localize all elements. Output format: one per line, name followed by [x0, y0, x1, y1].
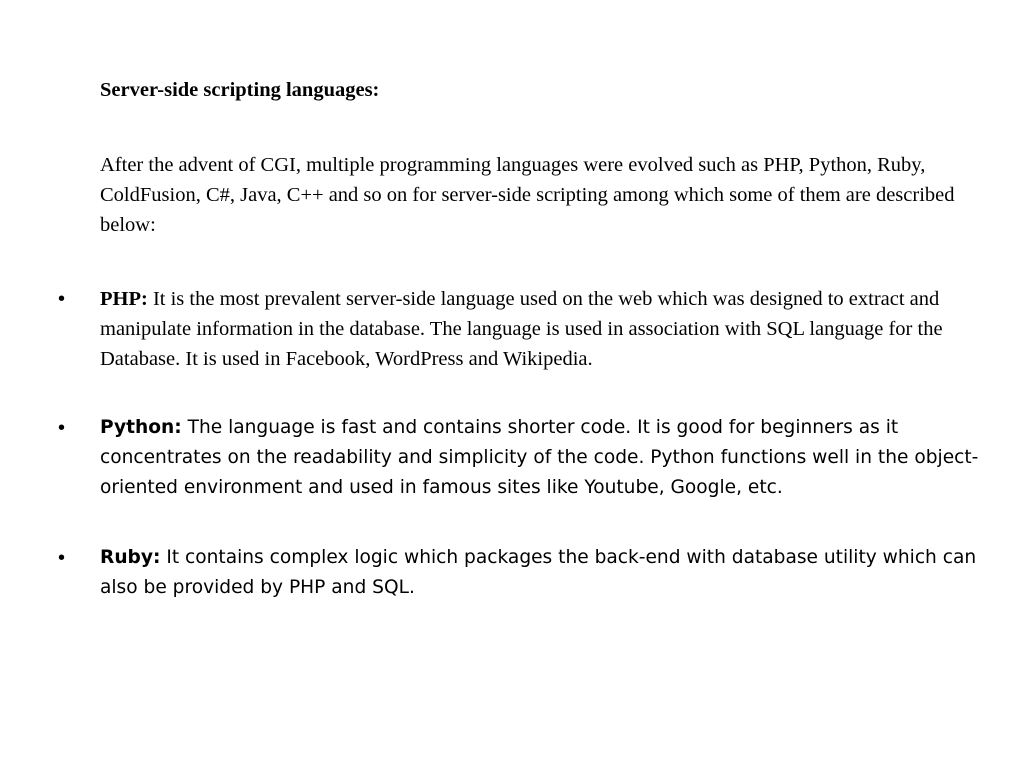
bullet-text: It is the most prevalent server-side language used on the web which was designed to extract and manipulate information in the database. The language is used in association with SQL language for the Database. It is used in Facebook, WordPress and Wikipedia.	[100, 288, 943, 370]
bullet-dot: •	[58, 417, 66, 439]
bullet-dot: •	[58, 547, 66, 569]
bullet-term: PHP:	[100, 288, 148, 310]
bullet-term: Python:	[100, 417, 182, 438]
intro-paragraph: After the advent of CGI, multiple programming languages were evolved such as PHP, Python, Ruby, ColdFusion, C#, Java, C++ and so on for server-side scripting among which some of them are described below:	[100, 154, 955, 236]
bullet-text: The language is fast and contains shorter code. It is good for beginners as it concentrates on the readability and simplicity of the code. Python functions well in the object-oriented environment and used in famous sites like Youtube, Google, etc.	[100, 417, 979, 498]
slide-heading: Server-side scripting languages:	[100, 79, 380, 101]
bullet-dot: •	[58, 288, 66, 310]
bullet-term: Ruby:	[100, 547, 161, 568]
bullet-item-python	[58, 413, 980, 503]
bullet-item-ruby	[58, 543, 980, 603]
bullet-item-php	[58, 284, 980, 374]
bullet-text: It contains complex logic which packages the back-end with database utility which can also be provided by PHP and SQL.	[100, 547, 977, 598]
